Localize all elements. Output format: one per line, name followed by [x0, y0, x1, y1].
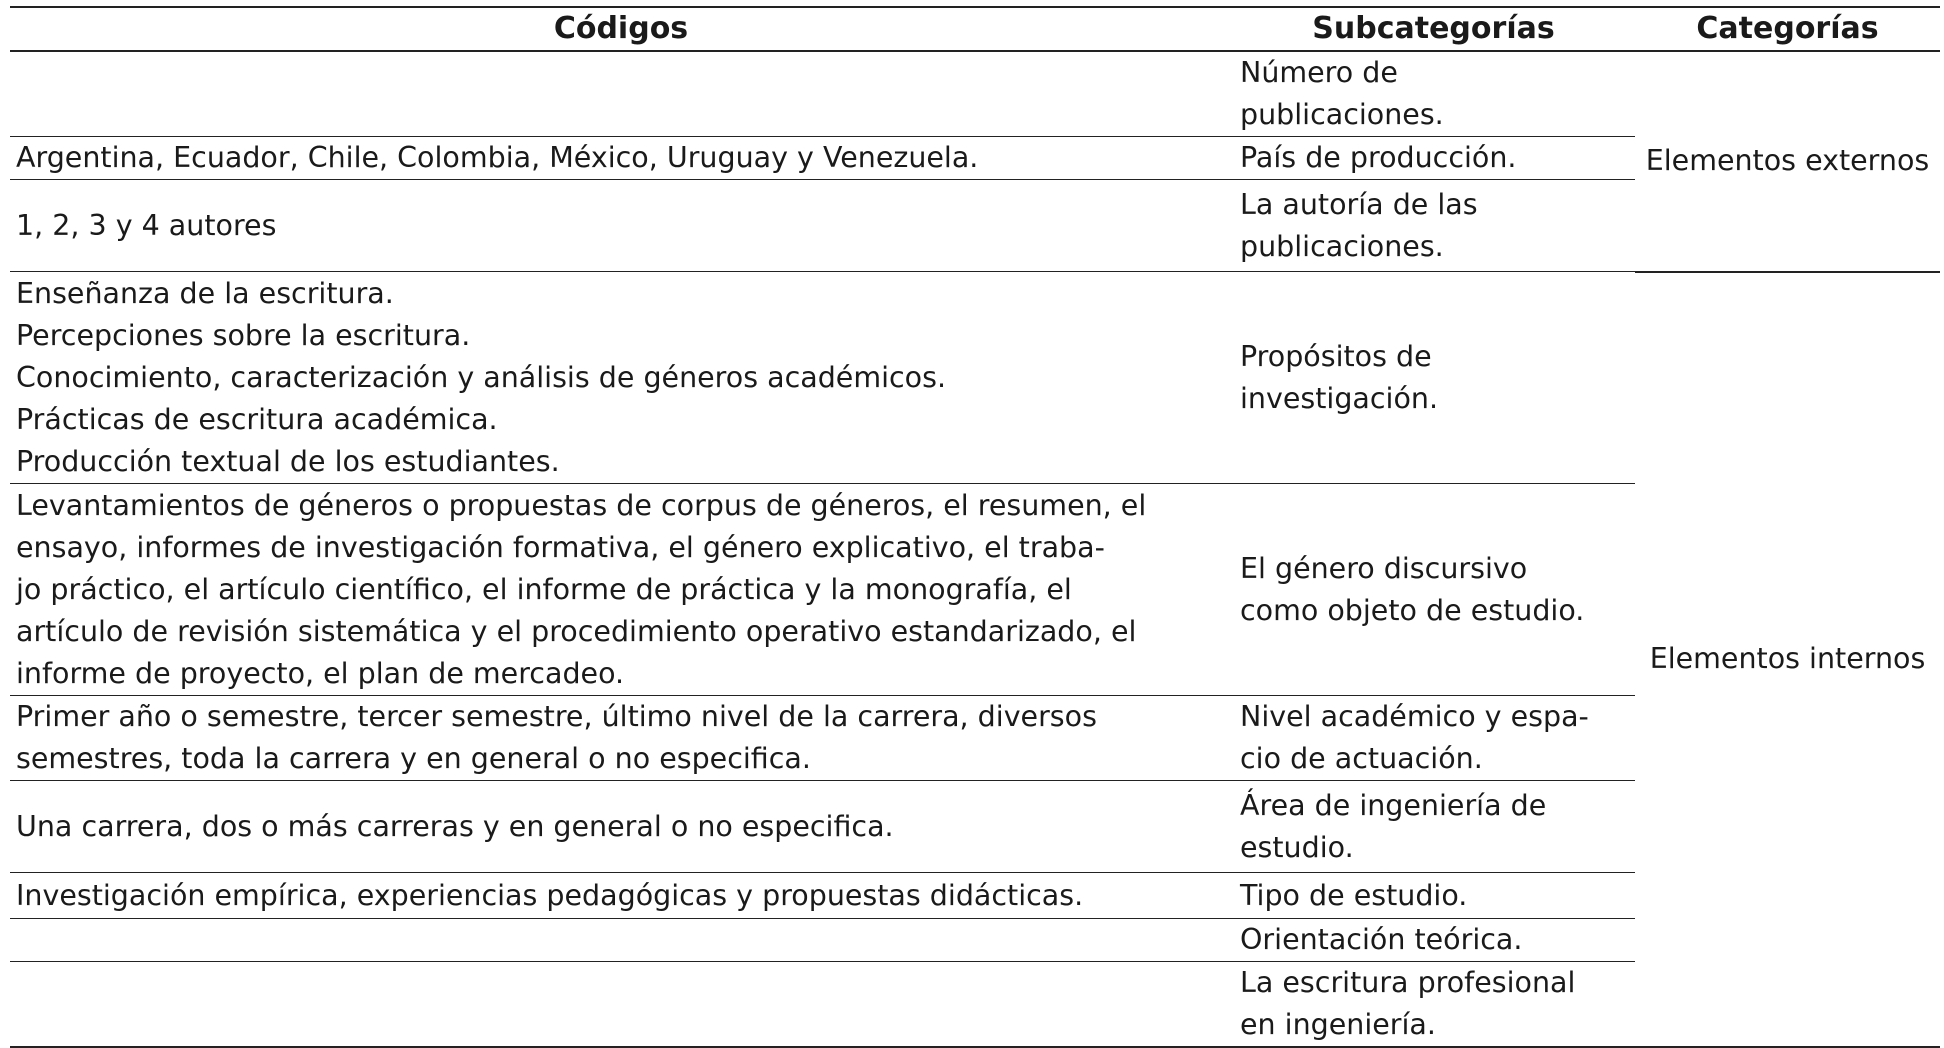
table-row — [10, 51, 1940, 137]
codes-cell — [10, 272, 1232, 484]
subcategory-cell — [1232, 484, 1635, 696]
categorization-table-wrapper — [10, 6, 1940, 1048]
subcategory-line: El género discursivo — [1240, 551, 1528, 585]
category-cell-external: Elementos externos — [1635, 51, 1940, 272]
subcategory-line: como objeto de estudio. — [1240, 593, 1585, 627]
subcategory-line: publicaciones. — [1240, 98, 1444, 131]
subcategory-cell — [1232, 272, 1635, 484]
subcategory-cell — [1232, 137, 1635, 180]
subcategory-line: País de producción. — [1240, 141, 1517, 174]
header-row — [10, 7, 1940, 51]
codes-cell — [10, 51, 1232, 137]
header-codes: Códigos — [10, 7, 1232, 51]
subcategory-line: La autoría de las — [1240, 187, 1478, 221]
codes-cell — [10, 137, 1232, 180]
code-line: Percepciones sobre la escritura. — [16, 318, 471, 352]
subcategory-cell — [1232, 51, 1635, 137]
code-line: Conocimiento, caracterización y análisis de géneros académicos. — [16, 360, 947, 394]
code-line: informe de proyecto, el plan de mercadeo. — [16, 656, 625, 690]
header-subcategories: Subcategorías — [1232, 7, 1635, 51]
code-line: artículo de revisión sistemática y el procedimiento operativo estandarizado, el — [16, 614, 1137, 648]
codes-cell — [10, 696, 1232, 781]
subcategory-line: Propósitos de — [1240, 339, 1432, 373]
table-row — [10, 272, 1940, 484]
subcategory-line: Área de ingeniería de — [1240, 788, 1547, 822]
subcategory-cell — [1232, 873, 1635, 919]
subcategory-line: publicaciones. — [1240, 229, 1444, 263]
subcategory-line: en ingeniería. — [1240, 1008, 1436, 1041]
subcategory-cell — [1232, 781, 1635, 873]
code-line: semestres, toda la carrera y en general o no especifica. — [16, 742, 811, 775]
code-line: Investigación empírica, experiencias pedagógicas y propuestas didácticas. — [16, 878, 1084, 912]
code-line: jo práctico, el artículo científico, el informe de práctica y la monografía, el — [16, 572, 1072, 606]
code-line: Una carrera, dos o más carreras y en general o no especifica. — [16, 809, 894, 843]
codes-cell — [10, 781, 1232, 873]
subcategory-line: Orientación teórica. — [1240, 923, 1523, 956]
code-line: 1, 2, 3 y 4 autores — [16, 208, 277, 242]
subcategory-line: Número de — [1240, 56, 1398, 89]
subcategory-cell — [1232, 180, 1635, 272]
subcategory-line: Nivel académico y espa- — [1240, 700, 1589, 733]
subcategory-cell — [1232, 962, 1635, 1048]
codes-cell — [10, 873, 1232, 919]
subcategory-line: La escritura profesional — [1240, 966, 1576, 999]
code-line: Primer año o semestre, tercer semestre, último nivel de la carrera, diversos — [16, 700, 1097, 733]
codes-cell — [10, 484, 1232, 696]
subcategory-line: investigación. — [1240, 381, 1439, 415]
subcategory-cell — [1232, 696, 1635, 781]
subcategory-line: estudio. — [1240, 830, 1354, 864]
code-line: Enseñanza de la escritura. — [16, 276, 394, 310]
code-line: Argentina, Ecuador, Chile, Colombia, México, Uruguay y Venezuela. — [16, 141, 979, 174]
subcategory-line: cio de actuación. — [1240, 742, 1483, 775]
code-line: ensayo, informes de investigación formativa, el género explicativo, el traba- — [16, 530, 1105, 564]
codes-cell — [10, 919, 1232, 962]
header-categories: Categorías — [1635, 7, 1940, 51]
codes-cell — [10, 962, 1232, 1048]
categorization-table — [10, 6, 1940, 1048]
code-line: Producción textual de los estudiantes. — [16, 444, 560, 478]
subcategory-cell — [1232, 919, 1635, 962]
code-line: Levantamientos de géneros o propuestas de corpus de géneros, el resumen, el — [16, 488, 1147, 522]
category-cell-internal: Elementos internos — [1635, 272, 1940, 1048]
code-line: Prácticas de escritura académica. — [16, 402, 498, 436]
subcategory-line: Tipo de estudio. — [1240, 878, 1468, 912]
codes-cell — [10, 180, 1232, 272]
